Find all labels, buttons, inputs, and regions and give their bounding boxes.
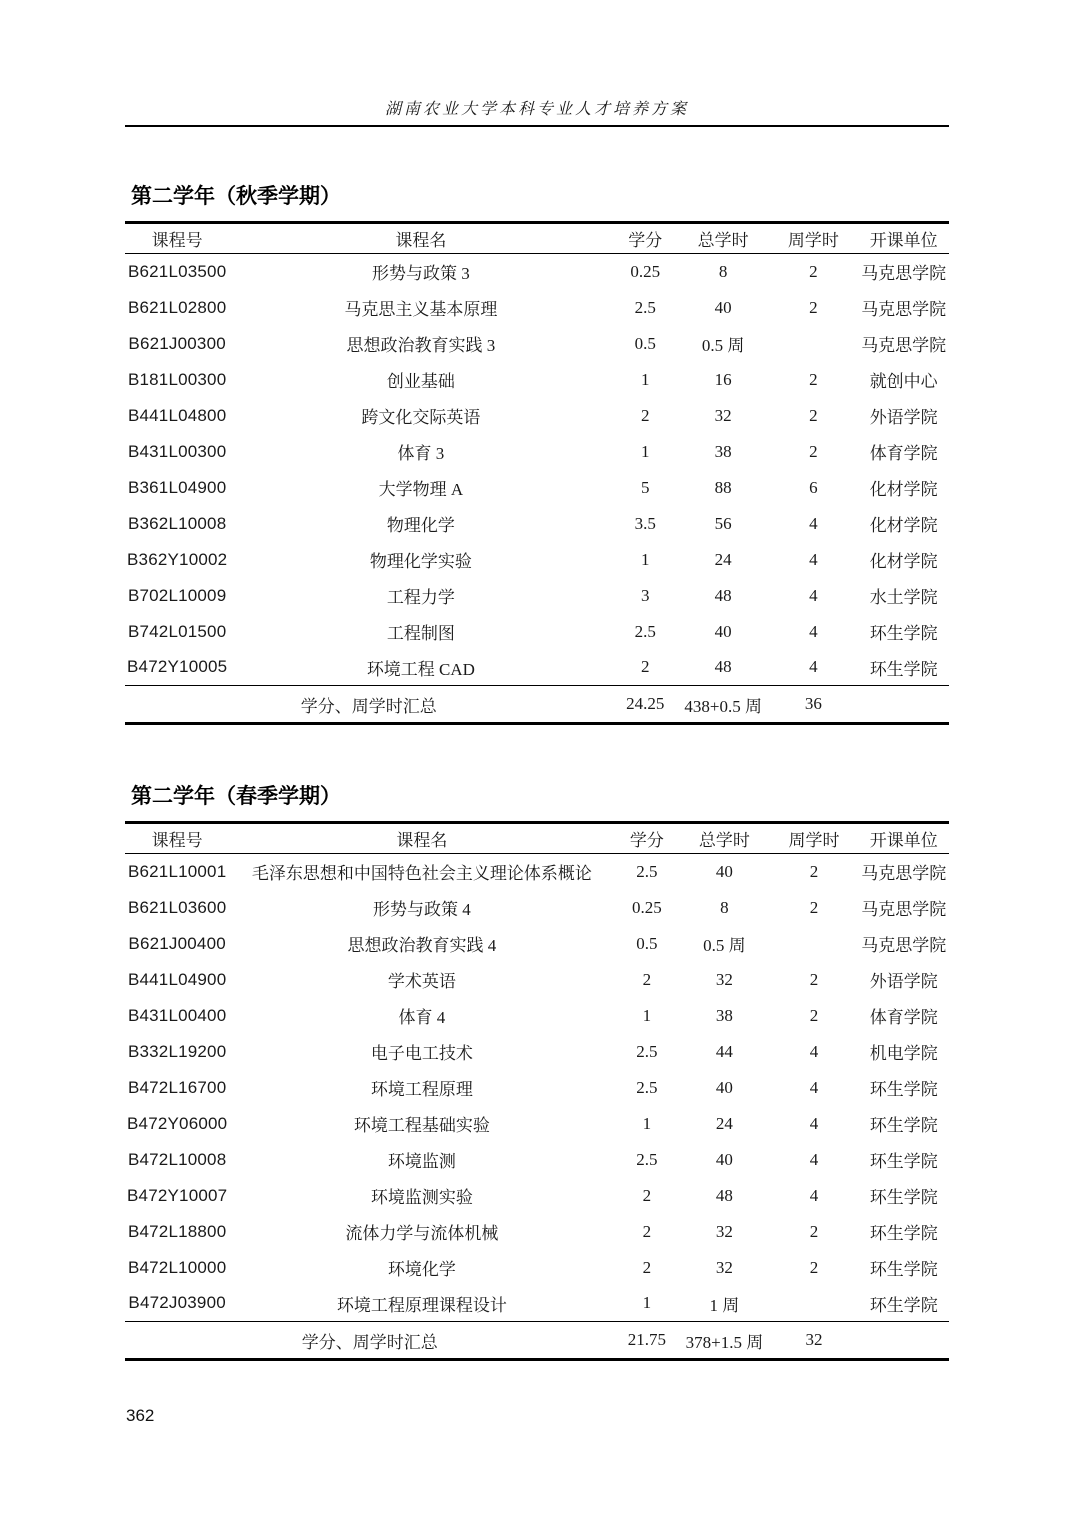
course-name: 环境监测实验 [370,1188,473,1207]
course-id: B441L04900 [127,969,227,989]
course-id: B472Y10007 [127,1185,228,1205]
course-name: 环境工程原理课程设计 [336,1295,507,1315]
offering-unit: 马克思学院 [861,864,947,884]
credits: 0.5 [636,933,658,953]
course-name: 毛泽东思想和中国特色社会主义理论体系概论 [251,864,592,884]
offering-unit: 外语学院 [869,972,938,991]
total-hours: 38 [715,1005,733,1025]
credits: 2 [640,405,650,425]
offering-unit: 体育学院 [869,444,938,463]
weekly-hours: 4 [809,549,818,569]
offering-unit: 就创中心 [869,372,938,391]
offering-unit: 环生学院 [869,1116,938,1135]
column-header: 学分 [615,823,680,854]
course-id: B472L10008 [127,1149,227,1169]
course-id: B621J00300 [128,333,226,353]
credits: 2.5 [636,1149,658,1169]
weekly-hours: 2 [809,297,818,317]
column-header: 开课单位 [858,223,949,254]
course-name: 形势与政策 4 [373,900,471,919]
column-header: 课程名 [229,823,614,854]
weekly-hours: 2 [809,441,818,461]
course-id: B472L16700 [127,1077,227,1097]
weekly-hours: 2 [809,969,819,989]
course-name: 大学物理 A [378,480,464,499]
course-row [125,854,949,890]
offering-unit: 水土学院 [869,588,938,607]
page-header-title: 湖南农业大学本科专业人才培养方案 [384,101,689,118]
total-hours: 44 [715,1041,733,1061]
credits: 2 [640,657,650,677]
course-name: 马克思主义基本原理 [344,300,498,319]
course-row [125,1034,949,1070]
offering-unit: 化材学院 [869,480,938,499]
credits: 2.5 [636,1041,658,1061]
offering-unit: 马克思学院 [861,900,947,919]
course-row [125,614,949,650]
column-header: 开课单位 [858,823,949,854]
credits: 1 [642,1293,652,1313]
weekly-hours: 2 [809,261,818,281]
course-id: B621L03500 [127,261,227,281]
credits: 0.25 [632,897,662,917]
total-hours: 24 [714,549,732,569]
column-header: 周学时 [768,223,858,254]
course-id: B621L10001 [127,861,227,881]
course-id: B431L00300 [127,441,227,461]
total-hours: 48 [714,585,732,605]
course-name: 工程力学 [386,588,455,607]
total-hours: 24 [715,1113,733,1133]
course-name: 体育 3 [397,444,445,463]
summary-row [125,1322,949,1360]
course-row [125,1286,949,1322]
weekly-hours: 4 [809,657,818,677]
weekly-hours: 4 [809,585,818,605]
course-row [125,1106,949,1142]
weekly-hours [770,1286,859,1322]
offering-unit: 机电学院 [869,1044,938,1063]
page-header [125,0,949,127]
course-id: B332L19200 [127,1041,227,1061]
total-hours: 38 [714,441,732,461]
course-id: B621J00400 [128,933,226,953]
course-id: B362Y10002 [127,549,228,569]
course-name: 学术英语 [387,972,456,991]
weekly-hours: 4 [809,513,818,533]
offering-unit: 环生学院 [869,1152,938,1171]
column-header: 总学时 [679,823,769,854]
summary-weekly-hours: 36 [768,686,858,724]
table-header-row [125,823,949,854]
course-name: 电子电工技术 [370,1044,473,1063]
column-header: 课程名 [229,223,612,254]
weekly-hours: 2 [809,861,819,881]
course-table-fall-semester [125,221,949,725]
total-hours: 1 周 [709,1295,740,1315]
credits: 1 [640,441,650,461]
course-row [125,926,949,962]
course-row [125,542,949,578]
credits: 2 [642,969,652,989]
offering-unit: 化材学院 [869,552,938,571]
offering-unit: 马克思学院 [861,264,947,284]
summary-empty [858,1322,949,1360]
credits: 0.5 [634,333,656,353]
weekly-hours [768,326,858,362]
course-name: 环境化学 [387,1260,456,1279]
credits: 2 [642,1221,652,1241]
course-id: B472L10000 [127,1257,227,1277]
course-name: 形势与政策 3 [372,264,470,284]
course-id: B472Y10005 [127,657,228,677]
course-name: 环境监测 [387,1152,456,1171]
course-name: 体育 4 [398,1008,446,1027]
summary-label: 学分、周学时汇总 [125,686,612,724]
weekly-hours: 2 [809,1221,819,1241]
weekly-hours: 4 [809,1041,819,1061]
course-row [125,326,949,362]
offering-unit: 环生学院 [869,1080,938,1099]
total-hours: 40 [715,1149,733,1169]
course-row [125,1178,949,1214]
course-name: 跨文化交际英语 [361,408,481,427]
course-row [125,254,949,290]
credits: 2 [642,1185,652,1205]
course-row [125,998,949,1034]
credits: 1 [642,1113,652,1133]
course-id: B362L10008 [127,513,227,533]
column-header: 学分 [612,223,677,254]
course-id: B621L02800 [127,297,227,317]
course-id: B361L04900 [127,477,227,497]
section-title-fall-semester: 第二学年（秋季学期） [131,185,341,208]
course-row [125,506,949,542]
total-hours: 48 [714,657,732,677]
table-header-row [125,223,949,254]
weekly-hours: 2 [809,405,818,425]
credits: 3 [640,585,650,605]
offering-unit: 环生学院 [869,1295,938,1315]
course-row [125,434,949,470]
course-row [125,1214,949,1250]
weekly-hours: 4 [809,1077,819,1097]
weekly-hours: 2 [809,1005,819,1025]
course-id: B472Y06000 [127,1113,228,1133]
weekly-hours: 2 [809,897,819,917]
total-hours: 8 [718,261,728,281]
course-name: 工程制图 [386,624,455,643]
credits: 2.5 [634,621,656,641]
course-id: B181L00300 [127,369,227,389]
offering-unit: 化材学院 [869,516,938,535]
weekly-hours: 4 [809,1185,819,1205]
total-hours: 56 [714,513,732,533]
column-header: 课程号 [125,823,229,854]
summary-credits: 21.75 [615,1322,680,1360]
course-id: B441L04800 [127,405,227,425]
credits: 5 [640,477,650,497]
course-name: 创业基础 [386,372,455,391]
summary-total-hours: 438+0.5 周 [678,686,768,724]
credits: 2.5 [636,1077,658,1097]
weekly-hours: 2 [809,369,818,389]
column-header: 课程号 [125,223,229,254]
page-number: 362 [126,1406,155,1425]
column-header: 总学时 [678,223,768,254]
weekly-hours: 2 [809,1257,819,1277]
offering-unit: 环生学院 [869,659,938,679]
course-row [125,1142,949,1178]
column-header: 周学时 [770,823,859,854]
course-row [125,362,949,398]
total-hours: 32 [715,1221,733,1241]
weekly-hours: 4 [809,1113,819,1133]
weekly-hours [770,926,859,962]
course-row [125,398,949,434]
offering-unit: 马克思学院 [861,336,947,355]
summary-label: 学分、周学时汇总 [125,1322,615,1360]
course-row [125,470,949,506]
summary-total-hours: 378+1.5 周 [679,1322,769,1360]
course-id: B472J03900 [128,1293,226,1313]
course-row [125,1070,949,1106]
course-name: 环境工程基础实验 [353,1116,490,1135]
course-name: 环境工程 CAD [366,659,475,679]
course-row [125,962,949,998]
summary-empty [858,686,949,724]
credits: 1 [642,1005,652,1025]
course-id: B431L00400 [127,1005,227,1025]
course-row [125,890,949,926]
course-row [125,1250,949,1286]
course-name: 思想政治教育实践 4 [347,936,497,955]
course-name: 物理化学 [386,516,455,535]
total-hours: 0.5 周 [701,336,745,355]
offering-unit: 环生学院 [869,1188,938,1207]
summary-weekly-hours: 32 [770,1322,859,1360]
total-hours: 32 [715,969,733,989]
offering-unit: 外语学院 [869,408,938,427]
course-row [125,650,949,686]
section-title-spring-semester: 第二学年（春季学期） [131,785,341,808]
summary-row [125,686,949,724]
course-name: 流体力学与流体机械 [345,1224,499,1243]
total-hours: 0.5 周 [703,936,746,955]
total-hours: 40 [714,621,732,641]
offering-unit: 环生学院 [869,624,938,643]
credits: 2.5 [636,861,658,881]
weekly-hours: 6 [809,477,818,497]
credits: 2 [642,1257,652,1277]
total-hours: 88 [714,477,732,497]
course-row [125,290,949,326]
total-hours: 40 [714,297,732,317]
total-hours: 16 [714,369,732,389]
credits: 1 [640,549,650,569]
course-name: 环境工程原理 [370,1080,473,1099]
total-hours: 8 [720,897,729,917]
credits: 3.5 [634,513,656,533]
page-content [0,184,1074,1361]
course-id: B472L18800 [127,1221,227,1241]
total-hours: 40 [715,1077,733,1097]
weekly-hours: 4 [809,1149,819,1169]
course-name: 思想政治教育实践 3 [346,336,496,355]
credits: 1 [640,369,650,389]
offering-unit: 马克思学院 [861,936,947,955]
offering-unit: 环生学院 [869,1260,938,1279]
total-hours: 32 [715,1257,733,1277]
offering-unit: 马克思学院 [861,300,947,319]
summary-credits: 24.25 [612,686,677,724]
course-table-spring-semester [125,821,949,1361]
offering-unit: 环生学院 [869,1224,938,1243]
course-name: 物理化学实验 [369,552,472,571]
course-id: B742L01500 [127,621,227,641]
credits: 2.5 [634,297,656,317]
total-hours: 48 [715,1185,733,1205]
credits: 0.25 [630,261,661,281]
total-hours: 32 [714,405,732,425]
course-row [125,578,949,614]
offering-unit: 体育学院 [869,1008,938,1027]
total-hours: 40 [715,861,733,881]
weekly-hours: 4 [809,621,818,641]
course-id: B621L03600 [127,897,227,917]
course-id: B702L10009 [127,585,227,605]
